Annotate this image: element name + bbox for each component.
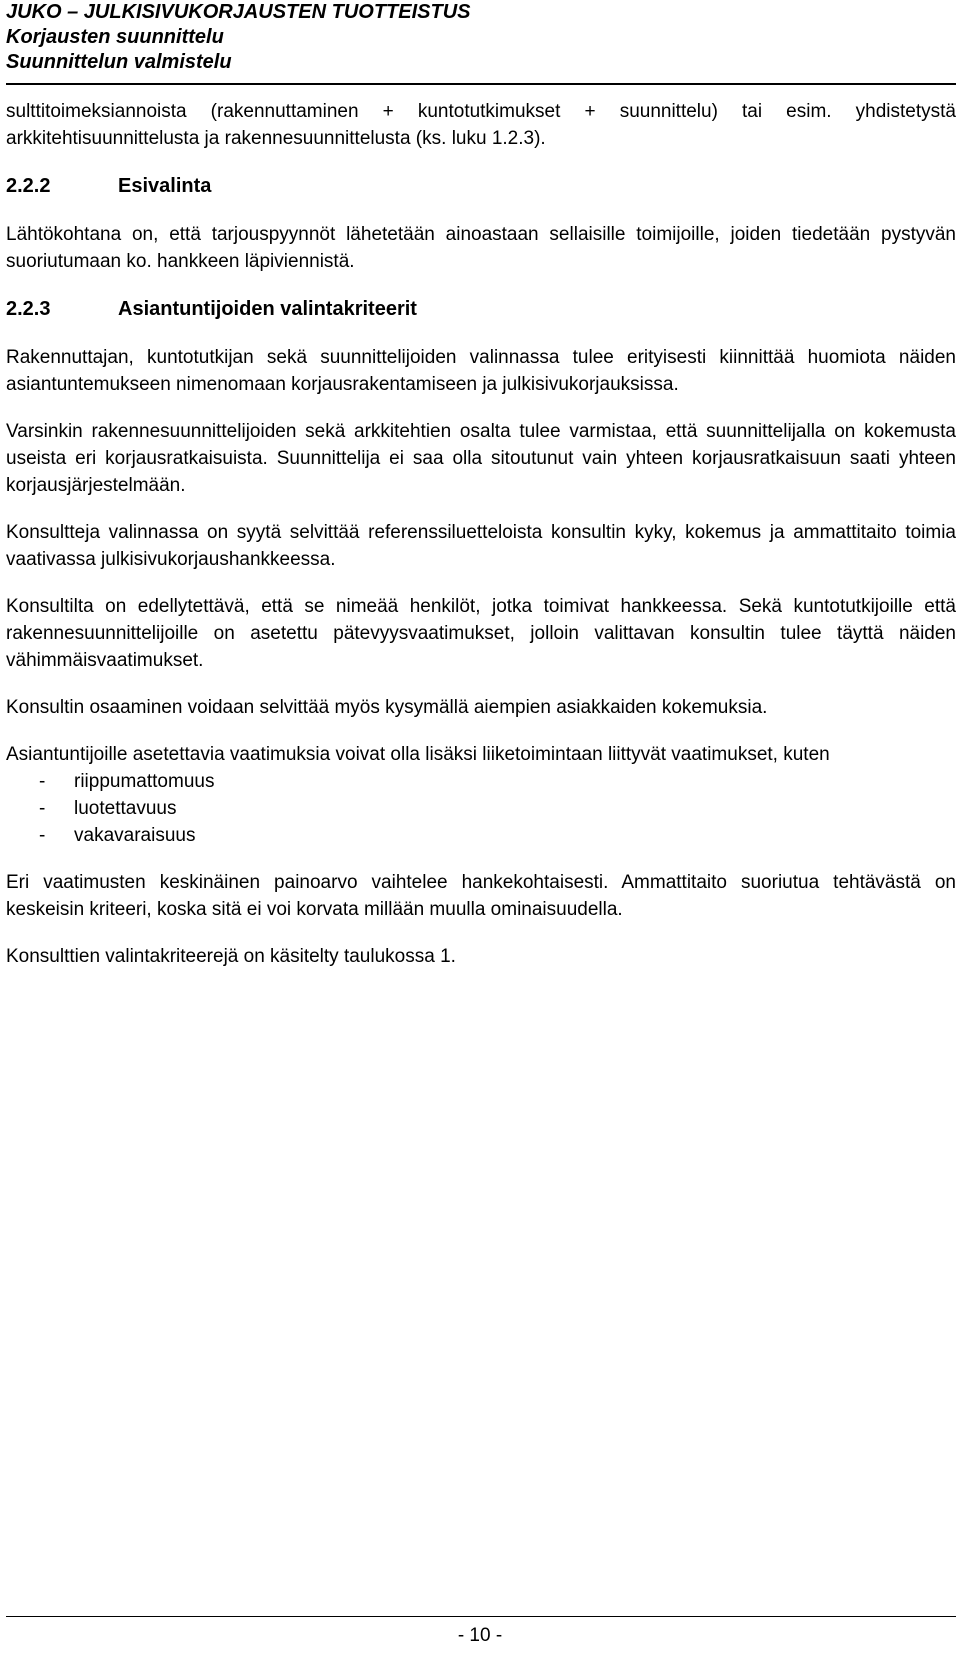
paragraph: Konsultteja valinnassa on syytä selvittää referenssiluetteloista konsultin kyky, kokemus ja ammattitaito toimia vaativassa julkisivukorjaushankkeessa. bbox=[6, 522, 956, 570]
header-title: JUKO – JULKISIVUKORJAUSTEN TUOTTEISTUS bbox=[6, 1, 471, 23]
section-title: Asiantuntijoiden valintakriteerit bbox=[118, 298, 417, 320]
dash-marker: - bbox=[39, 798, 46, 819]
section-heading-esivalinta bbox=[6, 172, 956, 200]
section-number: 2.2.3 bbox=[6, 298, 51, 320]
header-divider bbox=[6, 83, 956, 85]
paragraph: Eri vaatimusten keskinäinen painoarvo vaihtelee hankekohtaisesti. Ammattitaito suoriutua tehtävästä on keskeisin kriteeri, koska sitä ei voi korvata millään muulla ominaisuudella. bbox=[6, 872, 956, 920]
dash-marker: - bbox=[39, 771, 46, 792]
paragraph: Konsultin osaaminen voidaan selvittää myös kysymällä aiempien asiakkaiden kokemuksia. bbox=[6, 697, 768, 718]
section-heading-valintakriteerit bbox=[6, 295, 956, 323]
section-number: 2.2.2 bbox=[6, 175, 51, 197]
paragraph: Varsinkin rakennesuunnittelijoiden sekä arkkitehtien osalta tulee varmistaa, että suunnittelijalla on kokemusta useista eri korjausratkaisuista. Suunnittelija ei saa olla sitoutunut vain yhteen korjausratkaisuun saati yhteen korjausjärjestelmään. bbox=[6, 421, 956, 496]
dash-marker: - bbox=[39, 825, 46, 846]
list-item-text: riippumattomuus bbox=[74, 771, 215, 792]
document-body bbox=[6, 98, 956, 970]
list-item bbox=[6, 822, 956, 849]
section-title: Esivalinta bbox=[118, 175, 212, 197]
page-number: - 10 - bbox=[457, 1625, 503, 1646]
list-item-text: luotettavuus bbox=[74, 798, 177, 819]
footer-divider bbox=[6, 1616, 956, 1617]
list-item bbox=[6, 768, 956, 795]
document-header bbox=[6, 0, 956, 75]
paragraph: Konsultilta on edellytettävä, että se nimeää henkilöt, jotka toimivat hankkeessa. Sekä kuntotutkijoille että rakennesuunnittelijoille on asetettu pätevyysvaatimukset, jolloin valittavan konsultin tulee täyttä näiden vähimmäisvaatimukset. bbox=[6, 596, 956, 671]
requirements-list bbox=[6, 768, 956, 849]
paragraph: Rakennuttajan, kuntotutkijan sekä suunnittelijoiden valinnassa tulee erityisesti kiinnittää huomiota näiden asiantuntemukseen nimenomaan korjausrakentamiseen ja julkisivukorjauksissa. bbox=[6, 347, 956, 395]
list-item bbox=[6, 795, 956, 822]
esivalinta-paragraph: Lähtökohtana on, että tarjouspyynnöt lähetetään ainoastaan sellaisille toimijoille, joiden tiedetään pystyvän suoriutumaan ko. hankkeen läpiviennistä. bbox=[6, 224, 956, 272]
paragraph: Konsulttien valintakriteerejä on käsitelty taulukossa 1. bbox=[6, 946, 456, 967]
header-subchapter: Suunnittelun valmistelu bbox=[6, 51, 232, 73]
requirements-intro: Asiantuntijoille asetettavia vaatimuksia voivat olla lisäksi liiketoimintaan liittyvät vaatimukset, kuten bbox=[6, 744, 830, 765]
list-item-text: vakavaraisuus bbox=[74, 825, 196, 846]
header-chapter: Korjausten suunnittelu bbox=[6, 26, 224, 48]
intro-paragraph: sulttitoimeksiannoista (rakennuttaminen + kuntotutkimukset + suunnittelu) tai esim. yhdistetystä arkkitehtisuunnittelusta ja rakennesuunnittelusta (ks. luku 1.2.3). bbox=[6, 101, 956, 149]
